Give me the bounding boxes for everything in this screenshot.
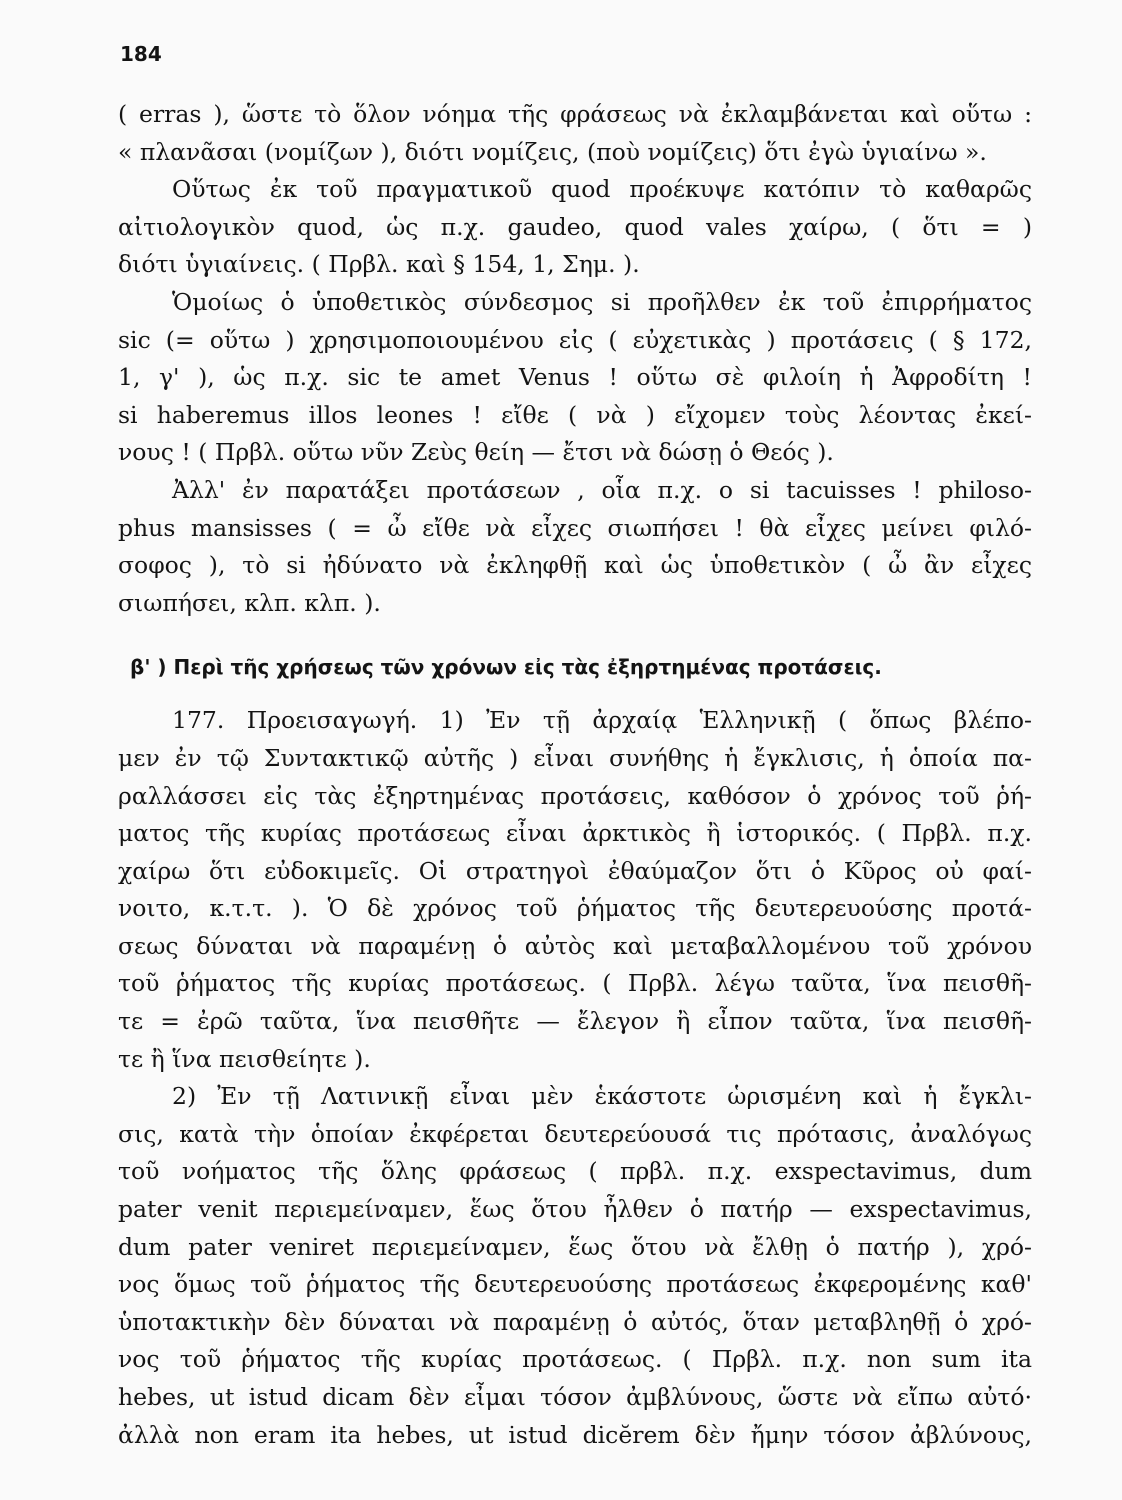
text-line: sic (= οὕτω ) χρησιμοποιουμένου εἰς ( εὐχετικὰς ) προτάσεις ( § 172,: [118, 325, 1032, 354]
text-line: νοιτο, κ.τ.τ. ). Ὁ δὲ χρόνος τοῦ ῥήματος τῆς δευτερευούσης προτά-: [118, 894, 1032, 923]
text-line: Οὕτως ἐκ τοῦ πραγματικοῦ quod προέκυψε κατόπιν τὸ καθαρῶς: [172, 175, 1032, 204]
text-line: hebes, ut istud dicam δὲν εἶμαι τόσον ἀμβλύνους, ὥστε νὰ εἴπω αὐτό·: [118, 1383, 1032, 1411]
text-line: ( erras ), ὥστε τὸ ὅλον νόημα τῆς φράσεως νὰ ἐκλαμβάνεται καὶ οὕτω :: [118, 100, 1032, 128]
text-line: si haberemus illos leones ! εἴθε ( νὰ ) εἴχομεν τοὺς λέοντας ἐκεί-: [118, 400, 1032, 429]
text-line: τοῦ ῥήματος τῆς κυρίας προτάσεως. ( Πρβλ. λέγω ταῦτα, ἵνα πεισθῆ-: [118, 969, 1032, 998]
text-line: νους ! ( Πρβλ. οὕτω νῦν Ζεὺς θείη — ἔτσι νὰ δώσῃ ὁ Θεός ).: [118, 438, 834, 467]
text-line: σεως δύναται νὰ παραμένῃ ὁ αὐτὸς καὶ μεταβαλλομένου τοῦ χρόνου: [118, 931, 1032, 960]
text-line: Ἀλλ' ἐν παρατάξει προτάσεων , οἷα π.χ. o si tacuisses ! philoso-: [172, 475, 1032, 504]
text-line: σις, κατὰ τὴν ὁποίαν ἐκφέρεται δευτερεύουσά τις πρότασις, ἀναλόγως: [118, 1119, 1032, 1148]
text-line: ματος τῆς κυρίας προτάσεως εἶναι ἀρκτικὸς ἢ ἱστορικός. ( Πρβλ. π.χ.: [118, 819, 1032, 848]
text-line: pater venit περιεμείναμεν, ἕως ὅτου ἦλθεν ὁ πατήρ — exspectavimus,: [118, 1195, 1032, 1224]
text-line: σιωπήσει, κλπ. κλπ. ).: [118, 588, 381, 617]
text-line: τοῦ νοήματος τῆς ὅλης φράσεως ( πρβλ. π.χ. exspectavimus, dum: [118, 1157, 1032, 1186]
page-body: [118, 96, 1032, 1454]
text-line: phus mansisses ( = ὦ εἴθε νὰ εἶχες σιωπήσει ! θὰ εἶχες μείνει φιλό-: [118, 513, 1032, 542]
text-line: Ὁμοίως ὁ ὑποθετικὸς σύνδεσμος si προῆλθεν ἐκ τοῦ ἐπιρρήματος: [172, 287, 1032, 316]
text-line: dum pater veniret περιεμείναμεν, ἕως ὅτου νὰ ἔλθῃ ὁ πατήρ ), χρό-: [118, 1232, 1032, 1261]
text-line: 1, γ' ), ὡς π.χ. sic te amet Venus ! οὕτω σὲ φιλοίη ἡ Ἀφροδίτη !: [118, 363, 1032, 392]
text-line: νος ὅμως τοῦ ῥήματος τῆς δευτερευούσης προτάσεως ἐκφερομένης καθ': [118, 1270, 1032, 1299]
text-line: νος τοῦ ῥήματος τῆς κυρίας προτάσεως. ( Πρβλ. π.χ. non sum ita: [118, 1345, 1032, 1374]
text-line: ραλλάσσει εἰς τὰς ἐξηρτημένας προτάσεις, καθόσον ὁ χρόνος τοῦ ῥή-: [118, 781, 1032, 810]
text-line: τε = ἐρῶ ταῦτα, ἵνα πεισθῆτε — ἔλεγον ἢ εἶπον ταῦτα, ἵνα πεισθῆ-: [118, 1007, 1032, 1036]
text-line: « πλανᾶσαι (νομίζων ), διότι νομίζεις, (ποὺ νομίζεις) ὅτι ἐγὼ ὑγιαίνω ».: [118, 137, 987, 166]
text-line: τε ἢ ἵνα πεισθείητε ).: [118, 1044, 371, 1073]
text-line: 2) Ἐν τῇ Λατινικῇ εἶναι μὲν ἑκάστοτε ὡρισμένη καὶ ἡ ἔγκλι-: [172, 1082, 1032, 1111]
text-line: σοφος ), τὸ si ἠδύνατο νὰ ἐκληφθῇ καὶ ὡς ὑποθετικὸν ( ὦ ἂν εἶχες: [118, 551, 1032, 580]
text-line: διότι ὑγιαίνεις. ( Πρβλ. καὶ § 154, 1, Σημ. ).: [118, 250, 640, 279]
text-line: ὑποτακτικὴν δὲν δύναται νὰ παραμένῃ ὁ αὐτός, ὅταν μεταβληθῇ ὁ χρό-: [118, 1307, 1032, 1336]
text-line: 177. Προεισαγωγή. 1) Ἐν τῇ ἀρχαίᾳ Ἑλληνικῇ ( ὅπως βλέπο-: [172, 706, 1032, 735]
text-line: χαίρω ὅτι εὐδοκιμεῖς. Οἱ στρατηγοὶ ἐθαύμαζον ὅτι ὁ Κῦρος οὐ φαί-: [118, 856, 1032, 885]
spacer: [118, 686, 1032, 702]
text-line: ἀλλὰ non eram ita hebes, ut istud dicĕrem δὲν ἤμην τόσον ἀβλύνους,: [118, 1420, 1032, 1449]
section-heading: β' ) Περὶ τῆς χρήσεως τῶν χρόνων εἰς τὰς ἐξηρτημένας προτάσεις.: [130, 655, 882, 680]
text-line: αἰτιολογικὸν quod, ὡς π.χ. gaudeo, quod vales χαίρω, ( ὅτι = ): [118, 212, 1032, 241]
text-line: μεν ἐν τῷ Συντακτικῷ αὐτῆς ) εἶναι συνήθης ἡ ἔγκλισις, ἡ ὁποία πα-: [118, 743, 1032, 772]
page-number: 184: [120, 42, 162, 66]
spacer: [118, 622, 1032, 648]
